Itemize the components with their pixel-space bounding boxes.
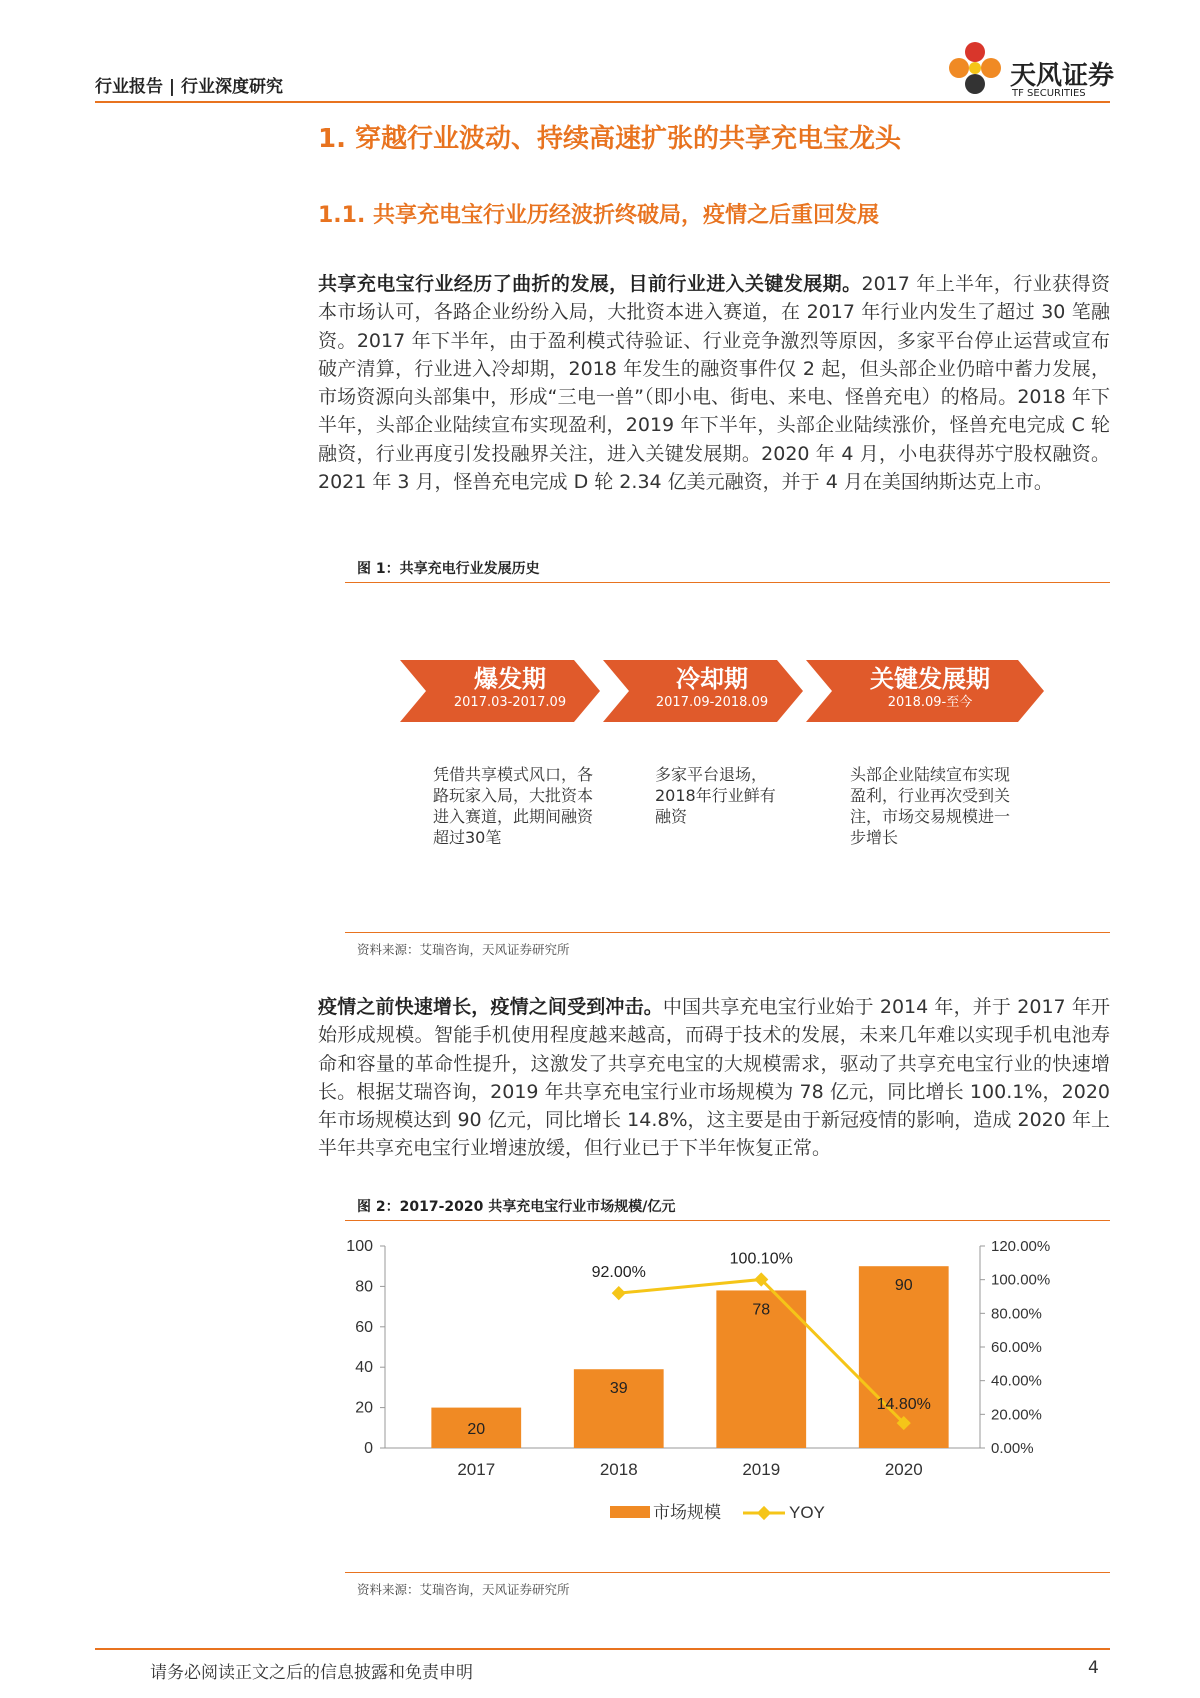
x-label-2019: 2019 (742, 1460, 781, 1479)
logo-subtext: TF SECURITIES (1012, 88, 1086, 99)
paragraph-1-body: 2017 年上半年，行业获得资本市场认可，各路企业纷纷入局，大批资本进入赛道，在 2017 年行业内发生了超过 30 笔融资。2017 年下半年，由于盈利模式待验证、行业竞争激烈等原因，多家平台停止运营或宣布破产清算，行业进入冷却期，2018 年发生的融资事件仅 2 起，但头部企业仍暗中蓄力发展，市场资源向头部集中，形成“三电一兽”（即小电、街电、来电、怪兽充电）的格局。2018 年下半年，头部企业陆续宣布实现盈利，2019 年下半年，头部企业陆续涨价，怪兽充电完成 C 轮融资，行业再度引发投融界关注，进入关键发展期。2020 年 4 月，小电获得苏宁股权融资。2021 年 3 月，怪兽充电完成 D 轮 2.34 亿美元融资，并于 4 月在美国纳斯达克上市。 (318, 273, 1110, 494)
legend-line-label: YOY (789, 1503, 825, 1522)
right-tick-label: 20.00% (991, 1406, 1042, 1424)
figure-1-title: 图 1：共享充电行业发展历史 (357, 561, 540, 577)
legend-line-marker (757, 1506, 771, 1520)
phase-2-date: 2017.09-2018.09 (655, 695, 769, 710)
disclaimer-note: 请务必阅读正文之后的信息披露和免责申明 (150, 1663, 473, 1683)
yoy-label-2018: 92.00% (591, 1264, 646, 1282)
x-label-2018: 2018 (599, 1460, 638, 1479)
right-tick-label: 80.00% (991, 1305, 1042, 1323)
right-tick-label: 40.00% (991, 1372, 1042, 1390)
header-divider (95, 101, 1110, 103)
bar-label-2018: 39 (609, 1380, 628, 1398)
figure-2-top-line (345, 1220, 1110, 1221)
section-title: 1. 穿越行业波动、持续高速扩张的共享充电宝龙头 (318, 124, 902, 154)
paragraph-1-lead: 共享充电宝行业经历了曲折的发展，目前行业进入关键发展期。 (318, 273, 862, 295)
bar-label-2017: 20 (467, 1420, 486, 1438)
phase-3-label: 关键发展期 (870, 665, 990, 693)
bar-label-2019: 78 (752, 1301, 771, 1319)
section-subtitle: 1.1. 共享充电宝行业历经波折终破局，疫情之后重回发展 (318, 203, 879, 228)
figure-1-bottom-line (345, 932, 1110, 933)
logo-text: 天风证券 (1010, 61, 1115, 91)
right-tick-label: 100.00% (991, 1271, 1051, 1289)
page-number: 4 (1088, 1658, 1099, 1678)
figure-1-top-line (345, 582, 1110, 583)
report-category: 行业报告 | 行业深度研究 (95, 77, 284, 97)
market-size-chart (345, 1228, 1110, 1558)
left-tick-label: 40 (355, 1359, 373, 1377)
tf-logo-icon (945, 38, 1005, 100)
left-tick-label: 100 (346, 1238, 373, 1255)
right-tick-label: 0.00% (991, 1440, 1034, 1457)
phase-1-header (420, 660, 600, 720)
yoy-label-2020: 14.80% (876, 1396, 931, 1414)
paragraph-2-lead: 疫情之前快速增长，疫情之间受到冲击。 (318, 996, 663, 1018)
footer-divider (95, 1648, 1110, 1650)
left-tick-label: 0 (364, 1440, 373, 1457)
x-label-2017: 2017 (457, 1460, 496, 1479)
phase-2-label: 冷却期 (676, 665, 748, 693)
phase-2-desc: 多家平台退场，2018年行业鲜有融资 (655, 765, 776, 826)
x-label-2020: 2020 (884, 1460, 923, 1479)
figure-2-source: 资料来源：艾瑞咨询，天风证券研究所 (357, 1582, 570, 1597)
paragraph-1 (318, 270, 1110, 496)
figure-2-bottom-line (345, 1572, 1110, 1573)
legend-bar-swatch (610, 1506, 650, 1518)
phase-3-desc: 头部企业陆续宣布实现盈利，行业再次受到关注，市场交易规模进一步增长 (850, 765, 1011, 847)
phase-1-desc: 凭借共享模式风口，各路玩家入局，大批资本进入赛道，此期间融资超过30笔 (433, 765, 594, 847)
phase-3-header (830, 660, 1030, 720)
phase-1-date: 2017.03-2017.09 (453, 695, 567, 710)
phase-1-label: 爆发期 (474, 665, 546, 693)
paragraph-2 (318, 993, 1110, 1163)
figure-2-title: 图 2：2017-2020 共享充电宝行业市场规模/亿元 (357, 1199, 676, 1215)
paragraph-2-body: 中国共享充电宝行业始于 2014 年，并于 2017 年开始形成规模。智能手机使用程度越来越高，而碍于技术的发展，未来几年难以实现手机电池寿命和容量的革命性提升，这激发了共享充电宝的大规模需求，驱动了共享充电宝行业的快速增长。根据艾瑞咨询，2019 年共享充电宝行业市场规模为 78 亿元，同比增长 100.1%，2020 年市场规模达到 90 亿元，同比增长 14.8%，这主要是由于新冠疫情的影响，造成 2020 年上半年共享充电宝行业增速放缓，但行业已于下半年恢复正常。 (318, 996, 1110, 1160)
bar-label-2020: 90 (894, 1277, 913, 1295)
left-tick-label: 80 (355, 1278, 373, 1296)
phase-3-date: 2018.09-至今 (887, 695, 973, 710)
legend-bar-label: 市场规模 (653, 1503, 721, 1522)
yoy-label-2019: 100.10% (729, 1250, 793, 1268)
right-tick-label: 120.00% (991, 1238, 1051, 1255)
phase-2-header (622, 660, 802, 720)
figure-1-source: 资料来源：艾瑞咨询，天风证券研究所 (357, 942, 570, 957)
right-tick-label: 60.00% (991, 1339, 1042, 1356)
left-tick-label: 20 (355, 1399, 373, 1417)
yoy-point-2018 (612, 1286, 626, 1300)
left-tick-label: 60 (355, 1318, 373, 1336)
